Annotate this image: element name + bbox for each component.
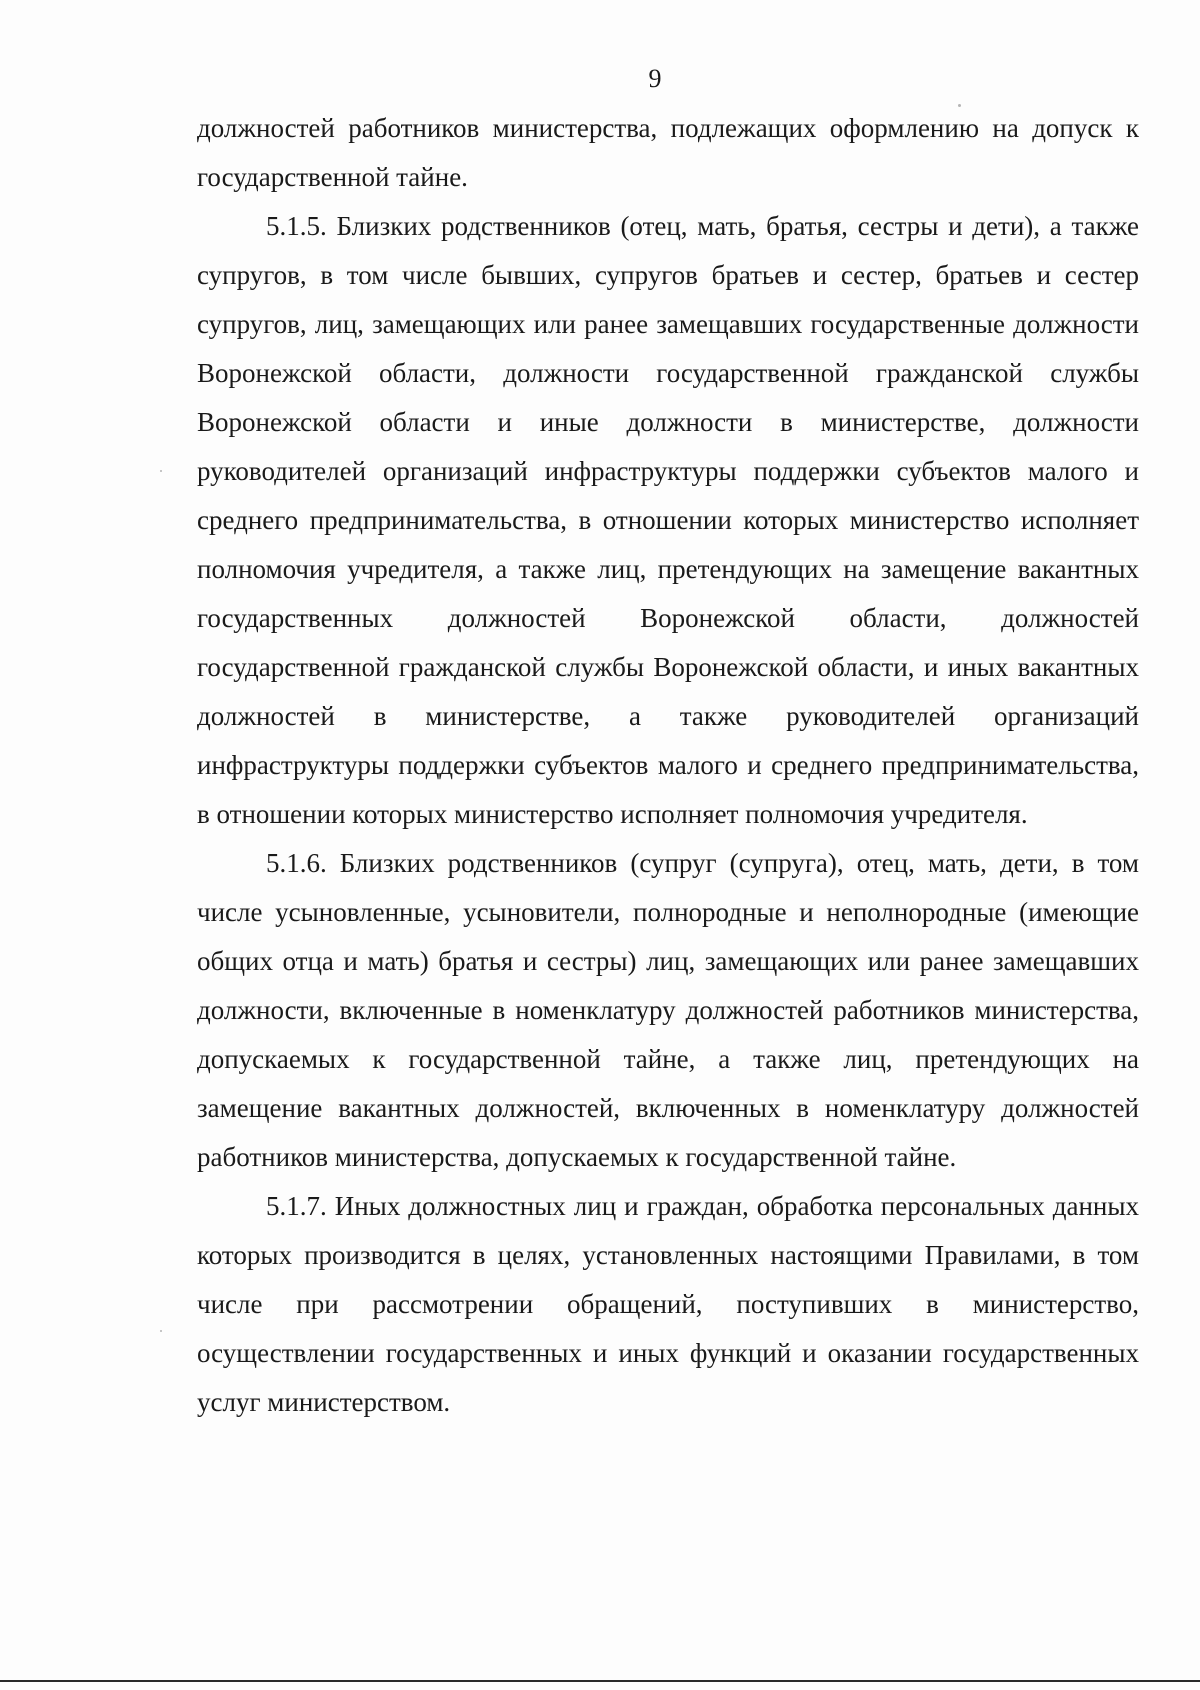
- paragraph-5-1-6: 5.1.6. Близких родственников (супруг (супруга), отец, мать, дети, в том числе усыновленные, усыновители, полнородные и неполнородные (имеющие общих отца и мать) братья и сестры) лиц, замещающих или ранее замещавших должности, включенные в номенклатуру должностей работников министерства, допускаемых к государственной тайне, а также лиц, претендующих на замещение вакантных должностей, включенных в номенклатуру должностей работников министерства, допускаемых к государственной тайне.: [197, 848, 1139, 1172]
- page-number: 9: [648, 64, 662, 93]
- scan-speck: [160, 470, 162, 472]
- scan-speck: [958, 104, 961, 107]
- scan-bottom-edge: [0, 1680, 1200, 1682]
- paragraph-5-1-5: 5.1.5. Близких родственников (отец, мать, братья, сестры и дети), а также супругов, в том числе бывших, супругов братьев и сестер, братьев и сестер супругов, лиц, замещающих или ранее замещавших государственные должности Воронежской области, должности государственной гражданской службы Воронежской области и иные должности в министерстве, должности руководителей организаций инфраструктуры поддержки субъектов малого и среднего предпринимательства, в отношении которых министерство исполняет полномочия учредителя, а также лиц, претендующих на замещение вакантных государственных должностей Воронежской области, должностей государственной гражданской службы Воронежской области, и иных вакантных должностей в министерстве, а также руководителей организаций инфраструктуры поддержки субъектов малого и среднего предпринимательства, в отношении которых министерство исполняет полномочия учредителя.: [197, 211, 1139, 829]
- paragraph-5-1-7: 5.1.7. Иных должностных лиц и граждан, обработка персональных данных которых производится в целях, установленных настоящими Правилами, в том числе при рассмотрении обращений, поступивших в министерство, осуществлении государственных и иных функций и оказании государственных услуг министерством.: [197, 1191, 1139, 1417]
- paragraph-continuation: должностей работников министерства, подлежащих оформлению на допуск к государственной тайне.: [197, 113, 1139, 192]
- scan-speck: [160, 1330, 162, 1332]
- document-body: [197, 104, 1139, 1427]
